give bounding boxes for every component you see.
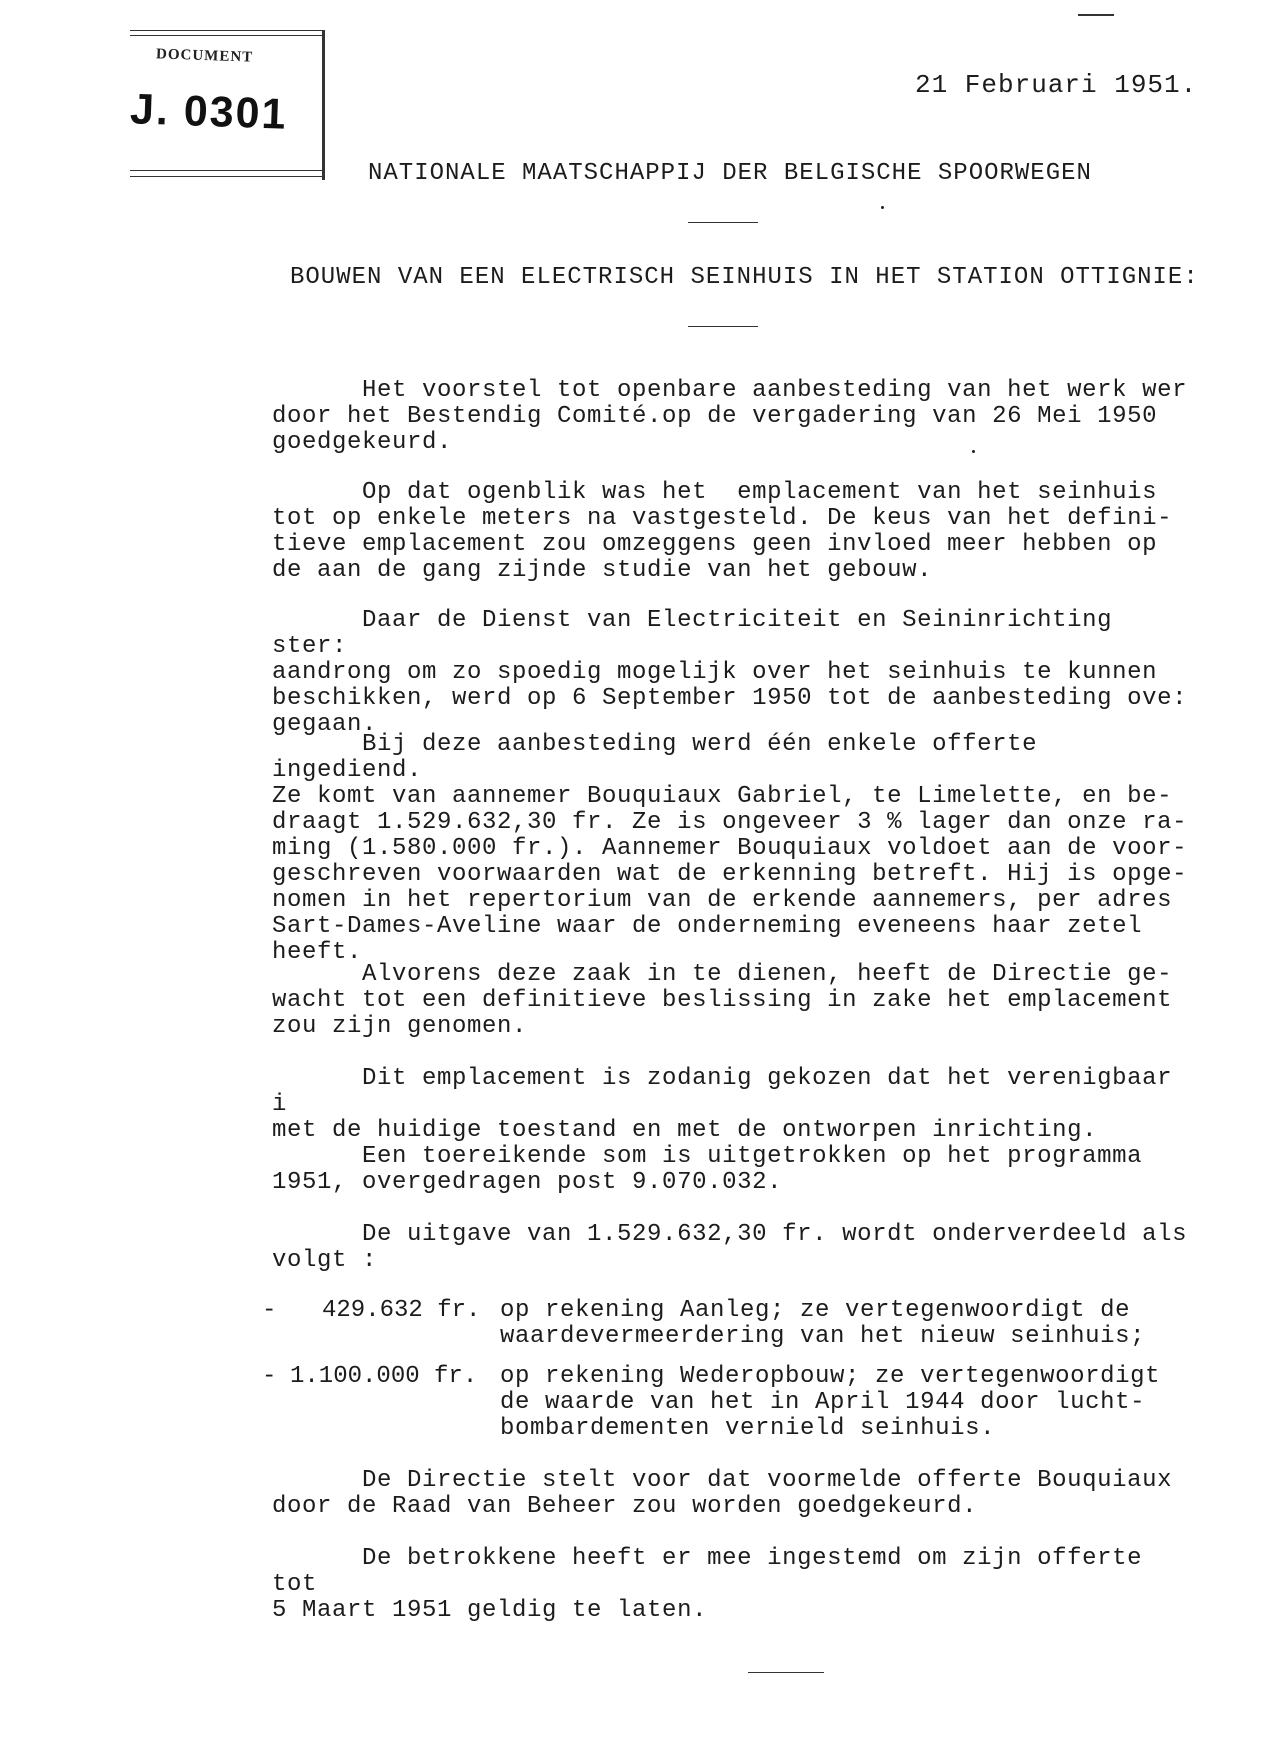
body-paragraph: Op dat ogenblik was het emplacement van het seinhuis tot op enkele meters na vastgesteld. De keus van het defini- tieve emplacement zou omzeggens geen invloed meer hebben op de aan de gang zijnde studie van het gebouw. <box>272 479 1173 584</box>
body-paragraph: Alvorens deze zaak in te dienen, heeft de Directie ge- wacht tot een definitieve beslissing in zake het emplacement zou zijn genomen. <box>272 961 1173 1040</box>
item-dash: - <box>262 1363 277 1390</box>
stamp-label: DOCUMENT <box>155 46 254 66</box>
body-paragraph: De uitgave van 1.529.632,30 fr. wordt onderverdeeld als volgt : <box>272 1221 1188 1274</box>
body-paragraph: Een toereikende som is uitgetrokken op het programma 1951, overgedragen post 9.070.032. <box>272 1143 1143 1196</box>
stamp-number: J. 0301 <box>129 85 289 139</box>
scan-mark <box>1078 14 1114 16</box>
item-text: op rekening Aanleg; ze vertegenwoordigt de waardevermeerdering van het nieuw seinhuis; <box>500 1297 1146 1350</box>
item-amount: 1.100.000 fr. <box>290 1363 478 1390</box>
item-dash: - <box>262 1297 277 1324</box>
body-paragraph: Dit emplacement is zodanig gekozen dat het verenigbaar i met de huidige toestand en met de ontworpen inrichting. <box>272 1065 1173 1144</box>
item-amount: 429.632 fr. <box>322 1297 481 1324</box>
organisation-heading: NATIONALE MAATSCHAPPIJ DER BELGISCHE SPOORWEGEN <box>368 160 1092 187</box>
body-paragraph: Bij deze aanbesteding werd één enkele offerte ingediend. Ze komt van aannemer Bouquiaux Gabriel, te Limelette, en be- draagt 1.529.632,30 fr. Ze is ongeveer 3 % lager dan onze ra- ming (1.580.000 fr.). Aannemer Bouquiaux voldoet aan de voor- geschreven voorwaarden wat de erkenning betreft. Hij is opge- nomen in het repertorium van de erkende aannemers, per adres Sart-Dames-Aveline waar de onderneming eveneens haar zetel heeft. <box>272 731 1188 966</box>
letter-date: 21 Februari 1951. <box>915 70 1198 100</box>
divider <box>688 326 758 327</box>
scan-speck <box>881 206 884 209</box>
body-paragraph: Het voorstel tot openbare aanbesteding van het werk wer door het Bestendig Comité.op de vergadering van 26 Mei 1950 goedgekeurd. <box>272 377 1188 456</box>
item-text: op rekening Wederopbouw; ze vertegenwoordigt de waarde van het in April 1944 door lucht- bombardementen vernield seinhuis. <box>500 1363 1161 1442</box>
document-stamp <box>130 30 325 180</box>
body-paragraph: Daar de Dienst van Electriciteit en Seininrichting ster: aandrong om zo spoedig mogelijk over het seinhuis te kunnen beschikken, werd op 6 September 1950 tot de aanbesteding ove: gegaan. <box>272 607 1188 738</box>
closing-paragraph: De betrokkene heeft er mee ingestemd om zijn offerte tot 5 Maart 1951 geldig te laten. <box>272 1545 1143 1624</box>
closing-paragraph: De Directie stelt voor dat voormelde offerte Bouquiaux door de Raad van Beheer zou worden goedgekeurd. <box>272 1467 1173 1520</box>
end-divider <box>748 1672 824 1673</box>
subject-heading: BOUWEN VAN EEN ELECTRISCH SEINHUIS IN HET STATION OTTIGNIE: <box>290 264 1199 291</box>
scan-speck <box>972 450 975 453</box>
divider <box>688 222 758 223</box>
